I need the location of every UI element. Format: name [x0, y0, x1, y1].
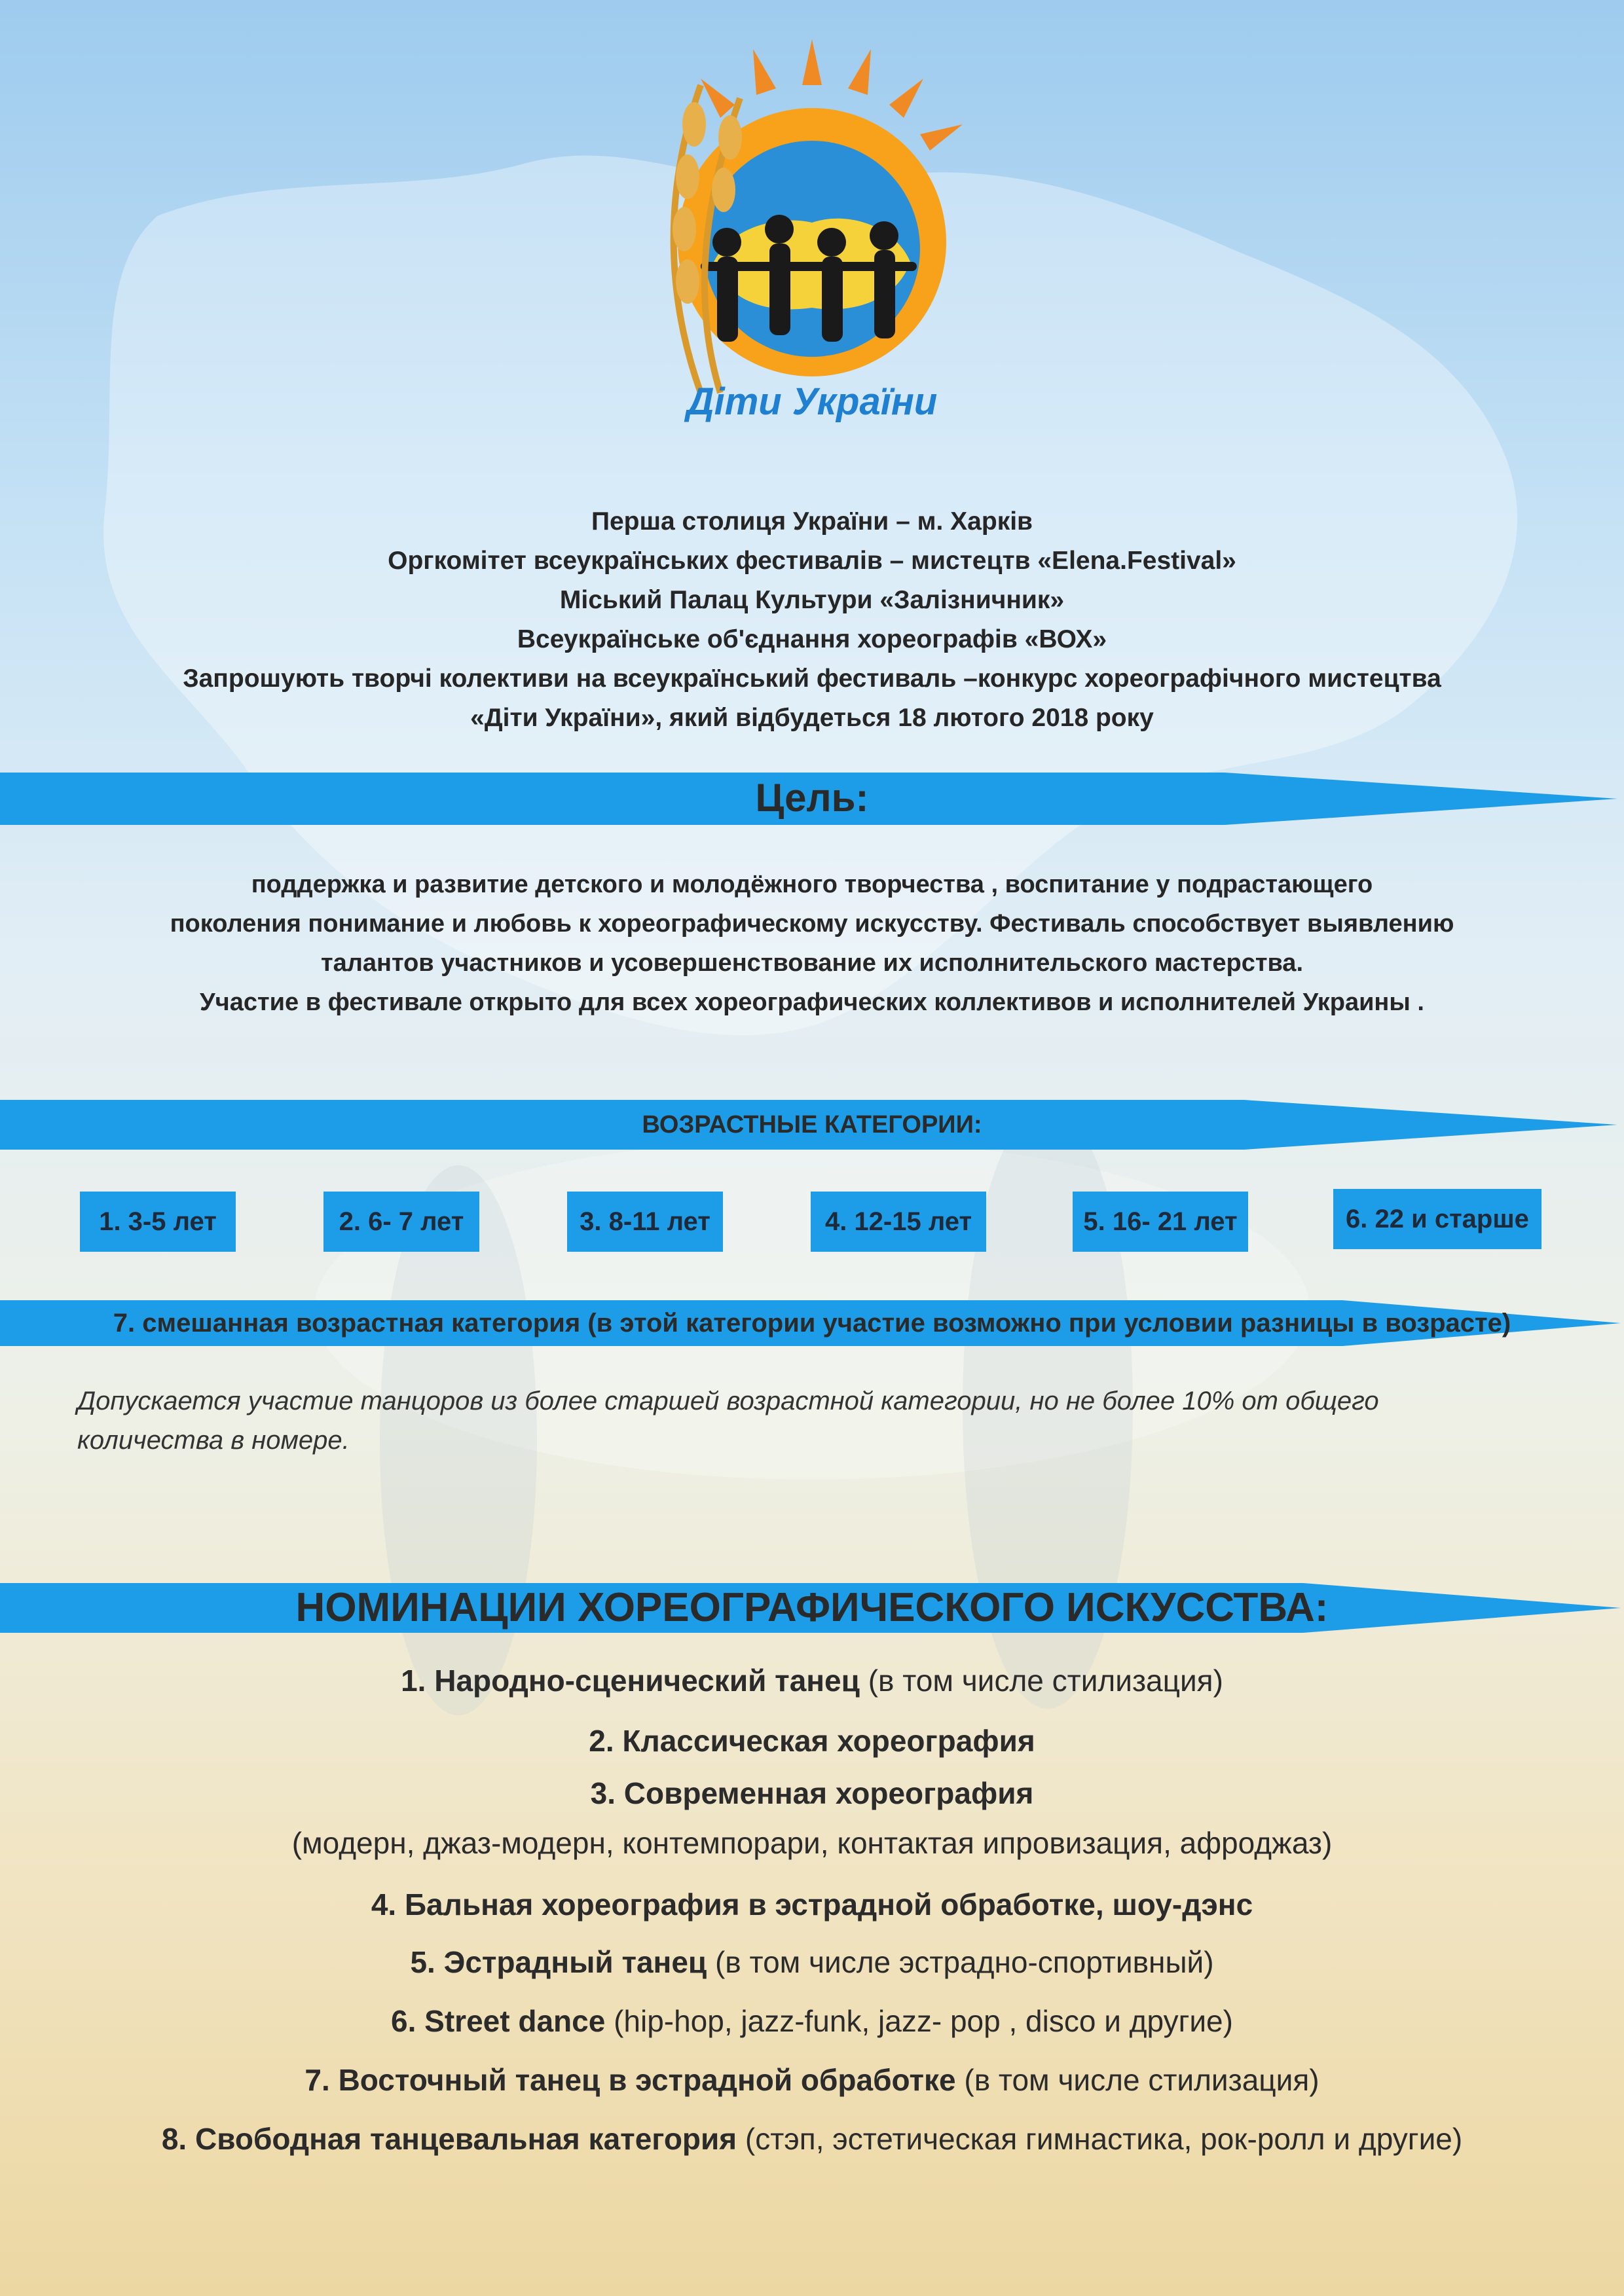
- nomination-2-title: 2. Классическая хореография: [589, 1724, 1035, 1758]
- header-line-1: Перша столиця України – м. Харків: [591, 507, 1033, 536]
- mixed-age-category: 7. смешанная возрастная категория (в этой категории участие возможно при условии разницы в возрасте): [113, 1309, 1511, 1338]
- age-note-line-1: Допускается участие танцоров из более старшей возрастной категории, но не более 10% от общего: [77, 1387, 1379, 1415]
- nomination-6-detail: (hip-hop, jazz-funk, jazz- pop , disco и другие): [605, 2004, 1233, 2038]
- nomination-3-subtitle: [0, 1825, 1624, 1861]
- nomination-3-subtitle-text: (модерн, джаз-модерн, контемпорари, контактая ипровизация, афроджаз): [291, 1826, 1333, 1860]
- age-category-2: 2. 6- 7 лет: [323, 1192, 479, 1252]
- header-line-3: Міський Палац Культури «Залізничник»: [559, 586, 1065, 614]
- header-line-4: Всеукраїнське об'єднання хореографів «ВОХ»: [517, 625, 1107, 653]
- nomination-7-detail: (в том числе стилизация): [955, 2063, 1320, 2097]
- nomination-7: [0, 2062, 1624, 2098]
- nomination-5-detail: (в том числе эстрадно-спортивный): [707, 1945, 1214, 1979]
- ages-ribbon: [0, 1100, 1624, 1150]
- age-category-5: 5. 16- 21 лет: [1073, 1192, 1248, 1252]
- nomination-2: [0, 1723, 1624, 1758]
- age-category-3: 3. 8-11 лет: [567, 1192, 723, 1252]
- nomination-8-title: 8. Свободная танцевальная категория: [161, 2122, 737, 2156]
- age-note-line-2: количества в номере.: [77, 1426, 350, 1455]
- logo-text: Діти України: [686, 380, 938, 423]
- nomination-3-title: 3. Современная хореография: [590, 1776, 1034, 1810]
- nominations-title: НОМИНАЦИИ ХОРЕОГРАФИЧЕСКОГО ИСКУССТВА:: [295, 1585, 1329, 1630]
- age-category-4: 4. 12-15 лет: [811, 1192, 986, 1252]
- nominations-ribbon: [0, 1583, 1624, 1633]
- age-note: [77, 1381, 1583, 1460]
- goal-ribbon: [0, 773, 1624, 825]
- ages-title: ВОЗРАСТНЫЕ КАТЕГОРИИ:: [642, 1111, 982, 1139]
- header-line-6: «Діти України», який відбудеться 18 лютого 2018 року: [470, 704, 1154, 732]
- nomination-1-title: 1. Народно-сценический танец: [401, 1664, 860, 1698]
- nomination-6: [0, 2003, 1624, 2039]
- nomination-5-title: 5. Эстрадный танец: [410, 1945, 707, 1979]
- nomination-5: [0, 1944, 1624, 1980]
- nomination-4: [0, 1887, 1624, 1922]
- goal-line-3: талантов участников и усовершенствование их исполнительского мастерства.: [320, 949, 1304, 977]
- nomination-8-detail: (стэп, эстетическая гимнастика, рок-ролл и другие): [737, 2122, 1463, 2156]
- mixed-age-ribbon: [0, 1300, 1624, 1346]
- nomination-8: [0, 2121, 1624, 2157]
- nomination-4-title: 4. Бальная хореография в эстрадной обработке, шоу-дэнс: [371, 1887, 1253, 1922]
- goal-line-1: поддержка и развитие детского и молодёжного творчества , воспитание у подрастающего: [251, 871, 1373, 898]
- goal-line-2: поколения понимание и любовь к хореографическому искусству. Фестиваль способствует выявлению: [170, 910, 1454, 938]
- nomination-6-title: 6. Street dance: [391, 2004, 606, 2038]
- nomination-1-detail: (в том числе стилизация): [859, 1664, 1223, 1698]
- nomination-1: [0, 1663, 1624, 1698]
- age-category-1: 1. 3-5 лет: [80, 1192, 236, 1252]
- festival-logo: [589, 26, 1035, 471]
- header-line-5: Запрошують творчі колективи на всеукраїнський фестиваль –конкурс хореографічного мистецтва: [183, 665, 1441, 693]
- age-category-6: 6. 22 и старше: [1333, 1189, 1541, 1249]
- nomination-3: [0, 1776, 1624, 1811]
- header-line-2: Оргкомітет всеукраїнських фестивалів – мистецтв «Elena.Festival»: [388, 547, 1236, 575]
- nomination-7-title: 7. Восточный танец в эстрадной обработке: [304, 2063, 956, 2097]
- goal-line-4: Участие в фестивале открыто для всех хореографических коллективов и исполнителей Украины .: [200, 989, 1424, 1016]
- goal-title: Цель:: [755, 776, 869, 820]
